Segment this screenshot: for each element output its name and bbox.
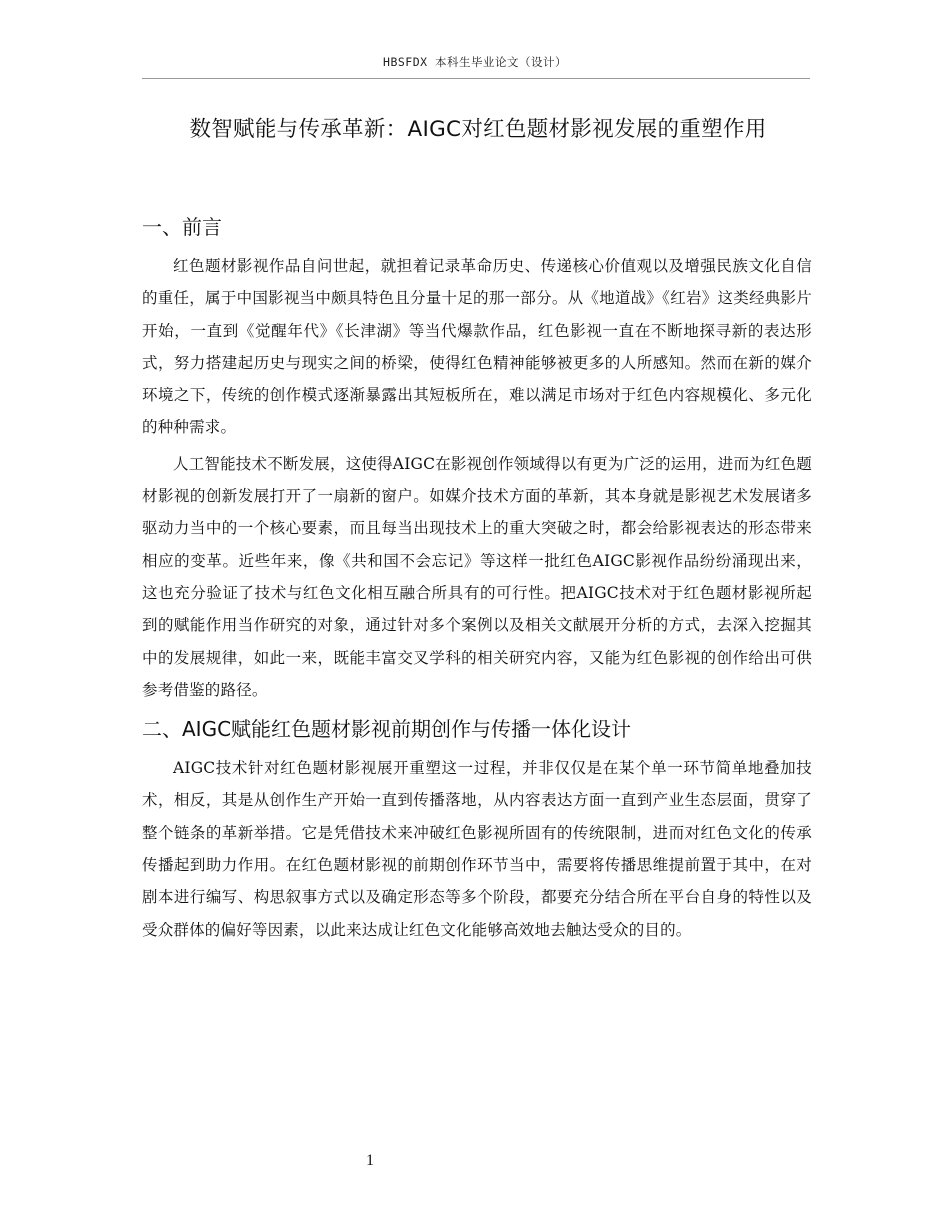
body-paragraph: 红色题材影视作品自问世起，就担着记录革命历史、传递核心价值观以及增强民族文化自信的重任，属于中国影视当中颇具特色且分量十足的那一部分。从《地道战》《红岩》这类经典影片开始，一直到《觉醒年代》《长津湖》等当代爆款作品，红色影视一直在不断地探寻新的表达形式，努力搭建起历史与现实之间的桥梁，使得红色精神能够被更多的人所感知。然而在新的媒介环境之下，传统的创作模式逐渐暴露出其短板所在，难以满足市场对于红色内容规模化、多元化的种种需求。 xyxy=(142,257,812,437)
page-number: 1 xyxy=(366,1152,374,1169)
body-paragraph: AIGC技术针对红色题材影视展开重塑这一过程，并非仅仅是在某个单一环节简单地叠加技术，相反，其是从创作生产开始一直到传播落地，从内容表达方面一直到产业生态层面，贯穿了整个链条的革新举措。它是凭借技术来冲破红色影视所固有的传统限制，进而对红色文化的传承传播起到助力作用。在红色题材影视的前期创作环节当中，需要将传播思维提前置于其中，在对剧本进行编写、构思叙事方式以及确定形态等多个阶段，都要充分结合所在平台自身的特性以及受众群体的偏好等因素，以此来达成让红色文化能够高效地去触达受众的目的。 xyxy=(142,759,812,939)
running-header: HBSFDX 本科生毕业论文（设计） xyxy=(383,55,567,69)
paper-title: 数智赋能与传承革新：AIGC对红色题材影视发展的重塑作用 xyxy=(189,117,767,142)
header-rule xyxy=(142,78,810,79)
section-heading-aigc-design: 二、AIGC赋能红色题材影视前期创作与传播一体化设计 xyxy=(142,717,632,742)
section-heading-preface: 一、前言 xyxy=(142,215,222,239)
body-paragraph: 人工智能技术不断发展，这使得AIGC在影视创作领域得以有更为广泛的运用，进而为红色题材影视的创新发展打开了一扇新的窗户。如媒介技术方面的革新，其本身就是影视艺术发展诸多驱动力当中的一个核心要素，而且每当出现技术上的重大突破之时，都会给影视表达的形态带来相应的变革。近些年来，像《共和国不会忘记》等这样一批红色AIGC影视作品纷纷涌现出来，这也充分验证了技术与红色文化相互融合所具有的可行性。把AIGC技术对于红色题材影视所起到的赋能作用当作研究的对象，通过针对多个案例以及相关文献展开分析的方式，去深入挖掘其中的发展规律，如此一来，既能丰富交叉学科的相关研究内容，又能为红色影视的创作给出可供参考借鉴的路径。 xyxy=(142,454,812,699)
document-body xyxy=(142,208,812,950)
